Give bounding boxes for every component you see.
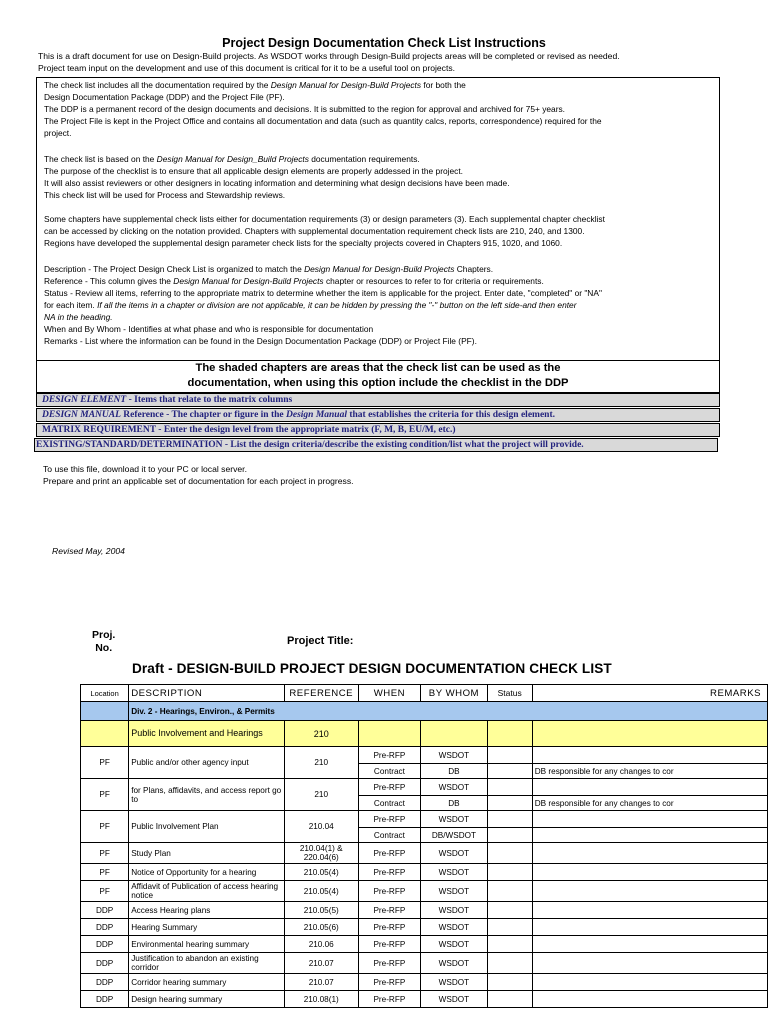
row-description: for Plans, affidavits, and access report go to — [129, 779, 285, 811]
row-remarks — [532, 991, 767, 1008]
row-reference: 210 — [284, 779, 358, 811]
row-reference: 210.05(4) — [284, 881, 358, 902]
shaded-note-box — [36, 361, 720, 393]
row-location: DDP — [81, 991, 129, 1008]
division-row — [81, 702, 768, 721]
row-by-whom: WSDOT — [421, 864, 487, 881]
row-status[interactable] — [487, 936, 532, 953]
row-remarks — [532, 953, 767, 974]
row-by-whom: WSDOT — [421, 843, 487, 864]
box-line: can be accessed by clicking on the notation provided. Chapters with supplemental documentation requirement check lists are 210, 240, and 1300. — [44, 226, 585, 236]
row-description: Study Plan — [129, 843, 285, 864]
box-line: It will also assist reviewers or other designers in locating information and determining what design decisions have been made. — [44, 178, 510, 188]
row-description: Affidavit of Publication of access hearing notice — [129, 881, 285, 902]
row-by-whom: DB — [421, 796, 487, 811]
row-remarks — [532, 828, 767, 843]
row-by-whom: WSDOT — [421, 919, 487, 936]
row-reference: 210.05(5) — [284, 902, 358, 919]
row-remarks — [532, 864, 767, 881]
row-remarks — [532, 974, 767, 991]
row-remarks — [532, 919, 767, 936]
box-line: The Project File is kept in the Project Office and contains all documentation and data (such as quantity calcs, reports, correspondence) required for the — [44, 116, 602, 126]
row-location: PF — [81, 881, 129, 902]
checklist-table — [80, 684, 768, 1008]
row-location: PF — [81, 864, 129, 881]
row-reference: 210.07 — [284, 953, 358, 974]
table-row — [81, 953, 768, 974]
box-line: Some chapters have supplemental check lists either for documentation requirements (3) or design parameters (3). Each supplemental chapter checklist — [44, 214, 605, 224]
page-title: Project Design Documentation Check List Instructions — [222, 36, 546, 50]
box-line: Design Documentation Package (DDP) and the Project File (PF). — [44, 92, 285, 102]
row-reference: 210 — [284, 747, 358, 779]
row-reference: 210.05(6) — [284, 919, 358, 936]
header-reference: REFERENCE — [284, 685, 358, 702]
row-location: DDP — [81, 974, 129, 991]
box-line: Regions have developed the supplemental design parameter check lists for the specialty projects covered in Chapters 915, 1020, and 1060. — [44, 238, 563, 248]
row-description: Access Hearing plans — [129, 902, 285, 919]
row-reference: 210 — [284, 721, 358, 747]
row-when: Pre-RFP — [358, 881, 421, 902]
row-status[interactable] — [487, 828, 532, 843]
shaded-note-line-1: The shaded chapters are areas that the check list can be used as the — [195, 362, 561, 374]
box-line: for each item. If all the items in a chapter or division are not applicable, it can be hidden by pressing the "-" button on the left side-and then enter — [44, 300, 577, 310]
row-when: Contract — [358, 796, 421, 811]
header-status: Status — [487, 685, 532, 702]
row-reference: 210.07 — [284, 974, 358, 991]
box-line: Status - Review all items, referring to the appropriate matrix to determine whether the item is applicable for the project. Enter date, "completed" or "NA" — [44, 288, 602, 298]
box-line: Description - The Project Design Check List is organized to match the Design Manual for Design-Build Projects Chapters. — [44, 264, 494, 274]
row-status[interactable] — [487, 747, 532, 764]
row-remarks — [532, 936, 767, 953]
header-remarks: REMARKS — [532, 685, 767, 702]
row-description: Public Involvement and Hearings — [129, 721, 285, 747]
row-reference: 210.08(1) — [284, 991, 358, 1008]
table-row — [81, 864, 768, 881]
legend-design-manual: DESIGN MANUAL Reference - The chapter or figure in the Design Manual that establishes the criteria for this design element. — [36, 408, 720, 422]
row-status[interactable] — [487, 974, 532, 991]
row-status[interactable] — [487, 864, 532, 881]
row-status[interactable] — [487, 991, 532, 1008]
table-row — [81, 936, 768, 953]
row-status[interactable] — [487, 919, 532, 936]
row-status[interactable] — [487, 811, 532, 828]
row-remarks: DB responsible for any changes to cor — [532, 796, 767, 811]
row-when: Contract — [358, 764, 421, 779]
table-header-row — [81, 685, 768, 702]
box-line: Remarks - List where the information can be found in the Design Documentation Package (DDP) or Project File (PF). — [44, 336, 477, 346]
row-when: Pre-RFP — [358, 953, 421, 974]
box-line: The check list includes all the documentation required by the Design Manual for Design-Build Projects for both the — [44, 80, 466, 90]
row-when: Pre-RFP — [358, 779, 421, 796]
intro-line-2: Project team input on the development and use of this document is critical for it to be a useful tool on projects. — [38, 63, 456, 73]
row-when: Pre-RFP — [358, 902, 421, 919]
shaded-note-line-2: documentation, when using this option include the checklist in the DDP — [187, 377, 569, 389]
row-description: Public and/or other agency input — [129, 747, 285, 779]
row-location: DDP — [81, 936, 129, 953]
row-location: DDP — [81, 902, 129, 919]
box-line: The purpose of the checklist is to ensure that all applicable design elements are properly addessed in the project. — [44, 166, 463, 176]
row-location: PF — [81, 843, 129, 864]
row-location: PF — [81, 747, 129, 779]
box-line: NA in the heading. — [44, 312, 113, 322]
box-line: When and By Whom - Identifies at what phase and who is responsible for documentation — [44, 324, 374, 334]
row-by-whom: WSDOT — [421, 811, 487, 828]
row-reference: 210.06 — [284, 936, 358, 953]
legend-matrix-requirement: MATRIX REQUIREMENT - Enter the design level from the appropriate matrix (F, M, B, EU/M, etc.) — [36, 423, 720, 437]
row-status[interactable] — [487, 953, 532, 974]
box-line: project. — [44, 128, 72, 138]
row-reference: 210.04 — [284, 811, 358, 843]
row-by-whom: WSDOT — [421, 902, 487, 919]
row-when: Pre-RFP — [358, 811, 421, 828]
table-row — [81, 747, 768, 764]
table-row — [81, 779, 768, 796]
row-remarks — [532, 747, 767, 764]
project-title-label: Project Title: — [287, 635, 354, 647]
header-description: DESCRIPTION — [129, 685, 285, 702]
row-location: PF — [81, 779, 129, 811]
row-remarks — [532, 902, 767, 919]
row-location: PF — [81, 811, 129, 843]
row-status[interactable] — [487, 843, 532, 864]
row-when: Pre-RFP — [358, 747, 421, 764]
row-remarks — [532, 811, 767, 828]
row-when: Pre-RFP — [358, 974, 421, 991]
usage-line-1: To use this file, download it to your PC or local server. — [43, 464, 247, 474]
row-location: DDP — [81, 919, 129, 936]
row-by-whom: WSDOT — [421, 779, 487, 796]
row-description: Corridor hearing summary — [129, 974, 285, 991]
row-status[interactable] — [487, 764, 532, 779]
row-remarks — [532, 843, 767, 864]
row-description: Justification to abandon an existing corridor — [129, 953, 285, 974]
box-line: The check list is based on the Design Manual for Design_Build Projects documentation requirements. — [44, 154, 420, 164]
row-reference: 210.05(4) — [284, 864, 358, 881]
row-description: Environmental hearing summary — [129, 936, 285, 953]
intro-line-1: This is a draft document for use on Design-Build projects. As WSDOT works through Design-Build projects areas will be completed or revised as needed. — [38, 51, 620, 61]
row-when: Pre-RFP — [358, 991, 421, 1008]
row-location: DDP — [81, 953, 129, 974]
row-reference: 210.04(1) & 220.04(6) — [284, 843, 358, 864]
row-remarks: DB responsible for any changes to cor — [532, 764, 767, 779]
header-when: WHEN — [358, 685, 421, 702]
row-by-whom: WSDOT — [421, 936, 487, 953]
checklist-title: Draft - DESIGN-BUILD PROJECT DESIGN DOCUMENTATION CHECK LIST — [132, 661, 612, 676]
header-by-whom: BY WHOM — [421, 685, 487, 702]
box-line: The DDP is a permanent record of the design documents and decisions. It is submitted to the region for approval and archived for 75+ years. — [44, 104, 566, 114]
row-when: Contract — [358, 828, 421, 843]
row-status[interactable] — [487, 881, 532, 902]
row-by-whom: WSDOT — [421, 881, 487, 902]
row-by-whom: WSDOT — [421, 974, 487, 991]
instructions-box — [36, 77, 720, 361]
table-row — [81, 721, 768, 747]
table-row — [81, 843, 768, 864]
row-when: Pre-RFP — [358, 919, 421, 936]
row-status[interactable] — [487, 796, 532, 811]
row-by-whom: WSDOT — [421, 991, 487, 1008]
legend-existing-standard: EXISTING/STANDARD/DETERMINATION - List the design criteria/describe the existing condition/list what the project will provide. — [34, 438, 718, 452]
row-when: Pre-RFP — [358, 843, 421, 864]
row-by-whom: WSDOT — [421, 953, 487, 974]
table-row — [81, 902, 768, 919]
row-when: Pre-RFP — [358, 864, 421, 881]
row-description: Notice of Opportunity for a hearing — [129, 864, 285, 881]
table-row — [81, 974, 768, 991]
usage-line-2: Prepare and print an applicable set of documentation for each project in progress. — [43, 476, 354, 486]
box-line: Reference - This column gives the Design Manual for Design-Build Projects chapter or resources to refer to for criteria or requirements. — [44, 276, 544, 286]
table-row — [81, 881, 768, 902]
row-status[interactable] — [487, 779, 532, 796]
row-description: Design hearing summary — [129, 991, 285, 1008]
table-row — [81, 991, 768, 1008]
proj-no-label: Proj. No. — [92, 629, 116, 654]
table-row — [81, 919, 768, 936]
row-description: Hearing Summary — [129, 919, 285, 936]
legend-design-element: DESIGN ELEMENT - Items that relate to the matrix columns — [36, 393, 720, 407]
row-by-whom: DB — [421, 764, 487, 779]
revised-date: Revised May, 2004 — [52, 546, 125, 556]
box-line: This check list will be used for Process and Stewardship reviews. — [44, 190, 286, 200]
table-row — [81, 811, 768, 828]
division-label: Div. 2 - Hearings, Environ., & Permits — [129, 702, 768, 721]
row-remarks — [532, 881, 767, 902]
row-by-whom: DB/WSDOT — [421, 828, 487, 843]
row-status[interactable] — [487, 902, 532, 919]
row-when: Pre-RFP — [358, 936, 421, 953]
header-location: Location — [81, 685, 129, 702]
row-description: Public Involvement Plan — [129, 811, 285, 843]
row-by-whom: WSDOT — [421, 747, 487, 764]
row-remarks — [532, 779, 767, 796]
